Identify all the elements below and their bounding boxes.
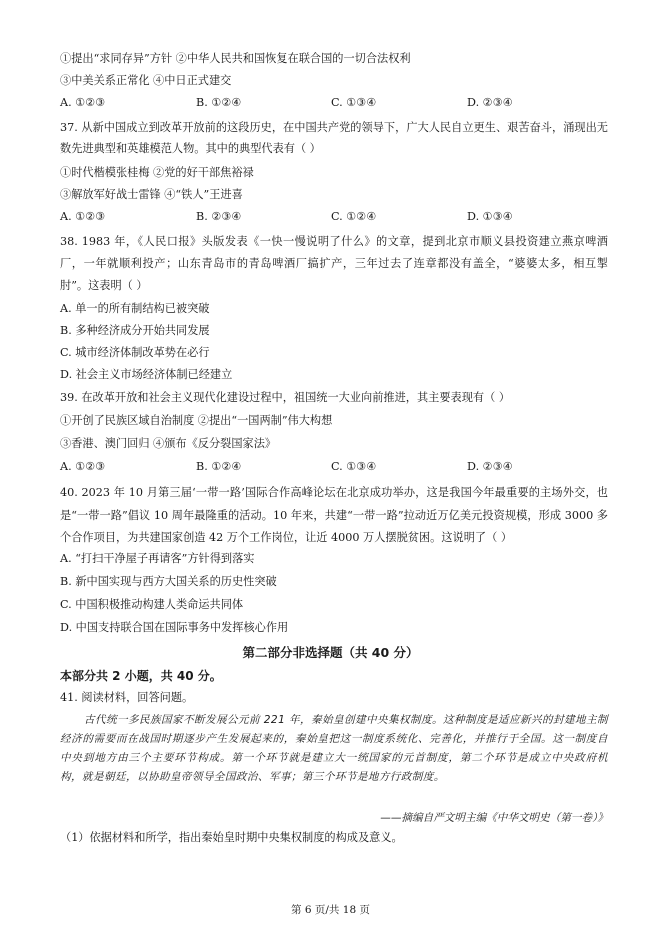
q36-option-a: A. ①②③ [60,96,106,109]
q39-option-b: B. ①②④ [196,460,242,473]
page-footer: 第 6 页/共 18 页 [291,904,370,916]
q37-option-b: B. ②③④ [196,210,242,223]
q37-option-a: A. ①②③ [60,210,106,223]
q39-option-d: D. ②③④ [467,460,513,473]
part2-title: 第二部分非选择题（共 40 分） [242,645,419,660]
q37-statement-line-1: ①时代楷模张桂梅 ②党的好干部焦裕禄 [60,166,254,179]
part2-intro: 本部分共 2 小题，共 40 分。 [60,669,222,683]
q36-statement-line-1: ①提出“求同存异”方针 ②中华人民共和国恢复在联合国的一切合法权利 [60,52,411,65]
q39-stem: 39. 在改革开放和社会主义现代化建设过程中，祖国统一大业向前推进，其主要表现有（ ） [60,391,511,404]
q40-option-b: B. 新中国实现与西方大国关系的历史性突破 [60,575,277,588]
q41-material: 古代统一多民族国家不断发展公元前 221 年，秦始皇创建中央集权制度。这种制度是适应新兴的封建地主制经济的需要而在战国时期逐步产生发展起来的，秦始皇把这一制度系统化、完善化，并推行于全国。这一制度自中央到地方由三个主要环节构成。第一个环节就是建立大一统国家的元首制度，第二个环节是成立中央政府机构，就是朝廷，以协助皇帝领导全国政治、军事；第三个环节是地方行政制度。 [60,714,608,783]
q38-option-c: C. 城市经济体制改革势在必行 [60,346,210,359]
q38-option-a: A. 单一的所有制结构已被突破 [60,302,210,315]
q37-statement-line-2: ③解放军好战士雷锋 ④“铁人”王进喜 [60,188,243,201]
q37-option-c: C. ①②④ [331,210,377,223]
q37-stem: 37. 从新中国成立到改革开放前的这段历史，在中国共产党的领导下，广大人民自立更生、艰苦奋斗，涌现出无数先进典型和英雄模范人物。其中的典型代表有（ ） [60,121,608,155]
q36-option-b: B. ①②④ [196,96,242,109]
q41-subquestion-1: （1）依据材料和所学，指出秦始皇时期中央集权制度的构成及意义。 [60,831,403,844]
q40-option-c: C. 中国积极推动构建人类命运共同体 [60,598,244,611]
q38-stem: 38. 1983 年，《人民口报》头版发表《一快一慢说明了什么》的文章，提到北京市顺义县投资建立燕京啤酒厂，一年就顺利投产；山东青岛市的青岛啤酒厂搞扩产，三年过去了连章都没有盖全，“婆婆太多，相互掣肘”。这表明（ ） [60,235,608,292]
q40-stem: 40. 2023 年 10 月第三届‘一带一路’国际合作高峰论坛在北京成功举办，这是我国今年最重要的主场外交，也是“一带一路”倡议 10 周年最隆重的活动。10 年来，共建“一带一路”拉动近万亿美元投资规模，形成 3000 多个合作项目，为共建国家创造 42 万个工作岗位，让近 4000 万人摆脱贫困。这说明了（ ） [60,486,608,544]
q36-option-c: C. ①③④ [331,96,377,109]
q37-option-d: D. ①③④ [467,210,513,223]
q39-statement-line-2: ③香港、澳门回归 ④颁布《反分裂国家法》 [60,437,277,450]
q39-statement-line-1: ①开创了民族区域自治制度 ②提出“一国两制”伟大构想 [60,414,333,427]
q40-option-a: A. “打扫干净屋子再请客”方针得到落实 [60,552,255,565]
q41-source: ——摘编自严文明主编《中华文明史（第一卷）》 [380,812,608,824]
q41-stem: 41. 阅读材料，回答问题。 [60,691,194,704]
q38-option-b: B. 多种经济成分开始共同发展 [60,324,210,337]
q39-option-c: C. ①③④ [331,460,377,473]
q36-option-d: D. ②③④ [467,96,513,109]
q38-option-d: D. 社会主义市场经济体制已经建立 [60,368,233,381]
q40-option-d: D. 中国支持联合国在国际事务中发挥核心作用 [60,621,289,634]
q36-statement-line-2: ③中美关系正常化 ④中日正式建交 [60,74,232,87]
q39-option-a: A. ①②③ [60,460,106,473]
